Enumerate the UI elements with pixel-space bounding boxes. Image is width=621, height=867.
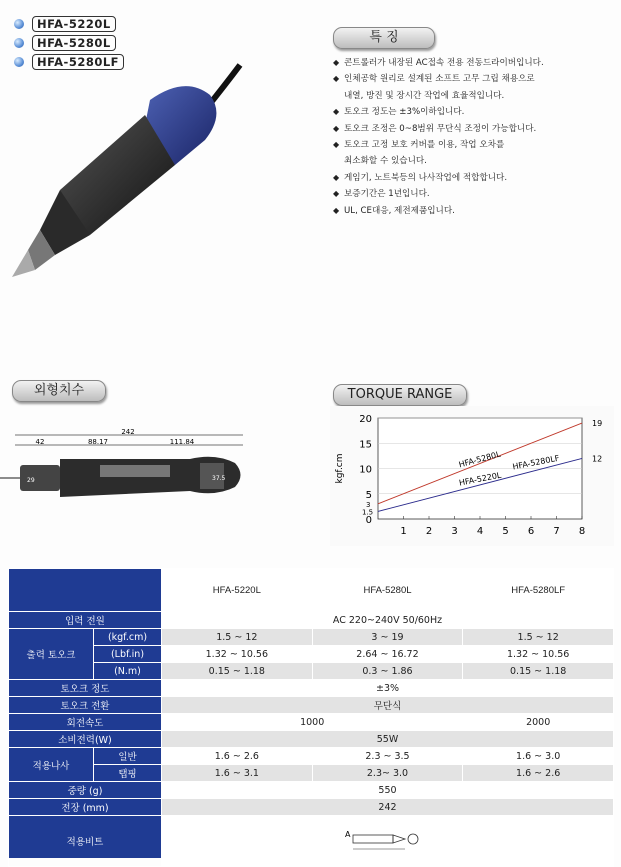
unit-kgf: (kgf.cm)	[94, 629, 162, 646]
y-tick-label: 20	[359, 414, 372, 425]
diamond-icon: ◆	[333, 172, 340, 182]
y-tick-label: 5	[365, 489, 372, 501]
dim-mid: 88.17	[87, 438, 109, 446]
model-item: HFA-5220L	[14, 14, 124, 33]
feature-item: ◆ 토오크 정도는 ±3%이하입니다.	[333, 104, 618, 120]
label-switch: 토오크 전환	[9, 697, 162, 714]
header-model: HFA-5220L	[162, 569, 313, 612]
label-torque: 출력 토오크	[9, 629, 94, 680]
value-switch: 무단식	[162, 697, 614, 714]
feature-item: ◆ 콘트롤러가 내장된 AC접속 전용 전동드라이버입니다.	[333, 55, 618, 71]
x-tick-label: 2	[425, 526, 433, 537]
screwdriver-image	[0, 55, 300, 285]
features-list	[333, 55, 618, 219]
diamond-icon: ◆	[333, 74, 340, 84]
row-torque-lbf	[9, 646, 614, 663]
row-power	[9, 612, 614, 629]
diamond-icon: ◆	[333, 189, 340, 199]
cell-value: 0.15 ~ 1.18	[162, 663, 313, 680]
y-tick-label: 15	[359, 439, 372, 451]
row-weight	[9, 782, 614, 799]
value-length: 242	[162, 799, 614, 816]
dim-front: 42	[35, 438, 45, 446]
row-screw-normal	[9, 748, 614, 765]
cell-value: 1.6 ~ 3.0	[463, 748, 614, 765]
dim-dia2: 37.5	[212, 475, 226, 482]
annotation-label: HFA-5280L	[457, 449, 502, 470]
diamond-icon: ◆	[333, 107, 340, 117]
cell-value: 1.5 ~ 12	[162, 629, 313, 646]
feature-item: ◆ 보증기간은 1년입니다.	[333, 186, 618, 202]
series-end-label: 12	[592, 454, 603, 464]
diamond-icon: ◆	[333, 205, 340, 215]
feature-item: ◆ 토오크 조정은 0~8범위 무단식 조정이 가능합니다.	[333, 121, 618, 137]
feature-item-cont: 내열, 방진 및 장시간 작업에 효율적입니다.	[344, 90, 505, 101]
cell-value: 0.15 ~ 1.18	[463, 663, 614, 680]
cell-value: 1.6 ~ 3.1	[162, 765, 313, 782]
series-end-label: 19	[592, 419, 603, 429]
value-accuracy: ±3%	[162, 680, 614, 697]
cell-value: 1.6 ~ 2.6	[162, 748, 313, 765]
unit-lbf: (Lbf.in)	[94, 646, 162, 663]
label-consumption: 소비전력(W)	[9, 731, 162, 748]
dim-rear: 111.84	[169, 438, 195, 446]
header-model: HFA-5280LF	[463, 569, 614, 612]
dimension-drawing	[0, 425, 275, 510]
annotation-label: 1.5	[362, 508, 374, 517]
x-tick-label: 1	[400, 526, 407, 537]
value-speed: 2000	[463, 714, 614, 731]
cell-value: 1.5 ~ 12	[463, 629, 614, 646]
spec-header-row	[9, 569, 614, 612]
torque-chart-area	[330, 406, 614, 546]
dim-dia1: 29	[27, 477, 35, 484]
header-blank	[9, 569, 162, 612]
row-screw-tapping	[9, 765, 614, 782]
bullet-icon	[14, 19, 24, 29]
value-consumption: 55W	[162, 731, 614, 748]
spec-table	[8, 568, 614, 867]
cell-value: 0.3 ~ 1.86	[312, 663, 463, 680]
row-accuracy	[9, 680, 614, 697]
row-torque-nm	[9, 663, 614, 680]
bit-drawing	[343, 825, 433, 855]
y-tick-label: 10	[359, 464, 372, 476]
screw-sub-normal: 일반	[94, 748, 162, 765]
model-item: HFA-5280LF	[14, 52, 124, 71]
x-tick-label: 3	[451, 526, 458, 537]
features-title: 특 징	[333, 27, 435, 49]
dim-total: 242	[121, 428, 135, 436]
value-speed: 1000	[162, 714, 463, 731]
x-tick-label: 6	[527, 526, 535, 537]
cell-value: 3 ~ 19	[312, 629, 463, 646]
feature-item: ◆ 인체공학 원리로 설계된 소프트 고무 그립 채용으로	[333, 71, 618, 87]
cell-value: 2.64 ~ 16.72	[312, 646, 463, 663]
row-switch	[9, 697, 614, 714]
diamond-icon: ◆	[333, 123, 340, 133]
cell-value: 1.6 ~ 2.6	[463, 765, 614, 782]
cell-value: 1.32 ~ 10.56	[463, 646, 614, 663]
dimensions-title: 외형치수	[12, 380, 106, 402]
label-power: 입력 전원	[9, 612, 162, 629]
torque-title: TORQUE RANGE	[333, 384, 467, 406]
label-speed: 회전속도	[9, 714, 162, 731]
label-weight: 중량 (g)	[9, 782, 162, 799]
x-tick-label: 5	[502, 526, 509, 537]
diamond-icon: ◆	[333, 58, 340, 67]
row-speed	[9, 714, 614, 731]
spec-table-panel	[8, 568, 614, 858]
y-tick-label: 0	[365, 515, 372, 526]
label-bit: 적용비트	[9, 816, 162, 867]
unit-nm: (N.m)	[94, 663, 162, 680]
feature-item: ◆ 게임기, 노트북등의 나사작업에 적합합니다.	[333, 170, 618, 186]
label-length: 전장 (mm)	[9, 799, 162, 816]
annotation-label: HFA-5220L	[458, 470, 503, 488]
cell-value: 2.3 ~ 3.5	[312, 748, 463, 765]
row-length	[9, 799, 614, 816]
header-model: HFA-5280L	[312, 569, 463, 612]
screw-sub-tapping: 탭핑	[94, 765, 162, 782]
x-tick-label: 8	[578, 526, 586, 537]
value-weight: 550	[162, 782, 614, 799]
x-tick-label: 7	[553, 526, 560, 537]
annotation-label: HFA-5280LF	[511, 453, 561, 472]
diamond-icon: ◆	[333, 140, 340, 150]
bit-marker: A	[344, 829, 350, 839]
value-power: AC 220~240V 50/60Hz	[162, 612, 614, 629]
cell-value: 2.3~ 3.0	[312, 765, 463, 782]
feature-item: ◆ UL, CE대응, 제전제품입니다.	[333, 203, 618, 219]
label-screw: 적용나사	[9, 748, 94, 782]
row-torque-kgf	[9, 629, 614, 646]
torque-chart	[330, 406, 614, 546]
label-accuracy: 토오크 정도	[9, 680, 162, 697]
feature-item-cont: 최소화할 수 있습니다.	[344, 156, 427, 167]
x-tick-label: 4	[476, 526, 484, 537]
bullet-icon	[14, 38, 24, 48]
annotation-label: 3	[366, 500, 371, 509]
cell-value: 1.32 ~ 10.56	[162, 646, 313, 663]
feature-item: ◆ 토오크 고정 보호 커버를 이용, 작업 오차를	[333, 137, 618, 153]
model-item: HFA-5280L	[14, 33, 124, 52]
row-consumption	[9, 731, 614, 748]
y-axis-label: kgf.cm	[335, 453, 345, 484]
